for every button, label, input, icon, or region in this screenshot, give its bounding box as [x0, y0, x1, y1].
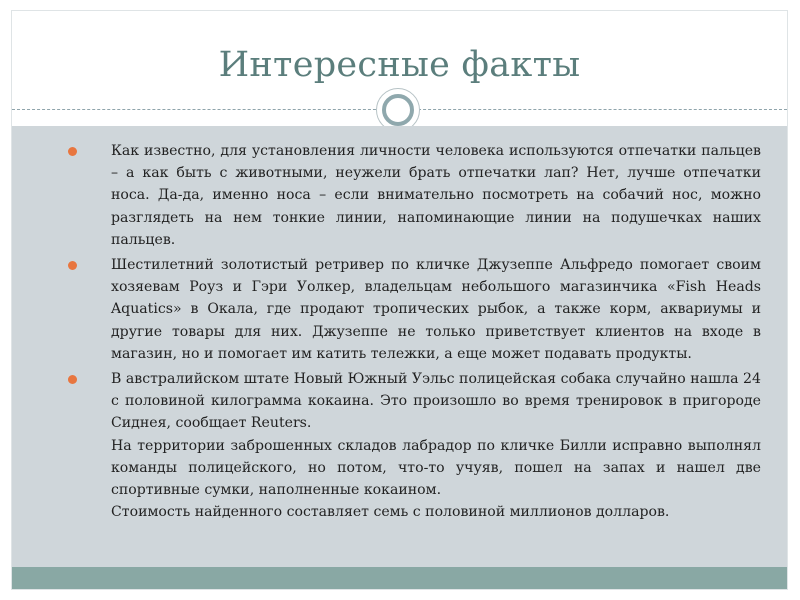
bullet-item-golden-retriever — [66, 254, 761, 365]
bullet-icon — [68, 375, 77, 384]
bullet-text: В австралийском штате Новый Южный Уэльс полицейская собака случайно нашла 24 с половиной килограмма кокаина. Это произошло во время тренировок в пригороде Сиднея, сообщает Reuters. — [111, 371, 761, 432]
bullet-list — [66, 140, 761, 526]
ring-icon — [382, 94, 414, 126]
bottom-bar — [12, 567, 787, 589]
bullet-item-fingerprints — [66, 140, 761, 251]
bullet-icon — [68, 147, 77, 156]
bullet-text-summary: Стоимость найденного составляет семь с половиной миллионов долларов. — [111, 504, 670, 521]
bullet-item-police-dog — [66, 368, 761, 523]
bullet-text-continued: На территории заброшенных складов лабрадор по кличке Билли исправно выполнял команды полицейского, но потом, что-то учуяв, пошел на запах и нашел две спортивные сумки, наполненные кокаином. — [111, 437, 761, 499]
bullet-text: Как известно, для установления личности человека используются отпечатки пальцев – а как быть с животными, неужели брать отпечатки лап? Нет, лучше отпечатки носа. Да-да, именно носа – если внимательно посмотреть на собачий нос, можно разглядеть на нем тонкие линии, напоминающие линии на подушечках наших пальцев. — [111, 143, 761, 248]
bullet-text: Шестилетний золотистый ретривер по кличке Джузеппе Альфредо помогает своим хозяевам Роуз и Гэри Уолкер, владельцам небольшого магазинчика «Fish Heads Aquatics» в Окала, где продают тропических рыбок, а также корм, аквариумы и другие товары для них. Джузеппе не только приветствует клиентов на входе в магазин, но и помогает им катить тележки, а еще может подавать продукты. — [111, 257, 761, 362]
bullet-icon — [68, 261, 77, 270]
slide — [12, 11, 787, 589]
slide-title: Интересные факты — [218, 45, 581, 85]
content-area — [12, 126, 787, 567]
